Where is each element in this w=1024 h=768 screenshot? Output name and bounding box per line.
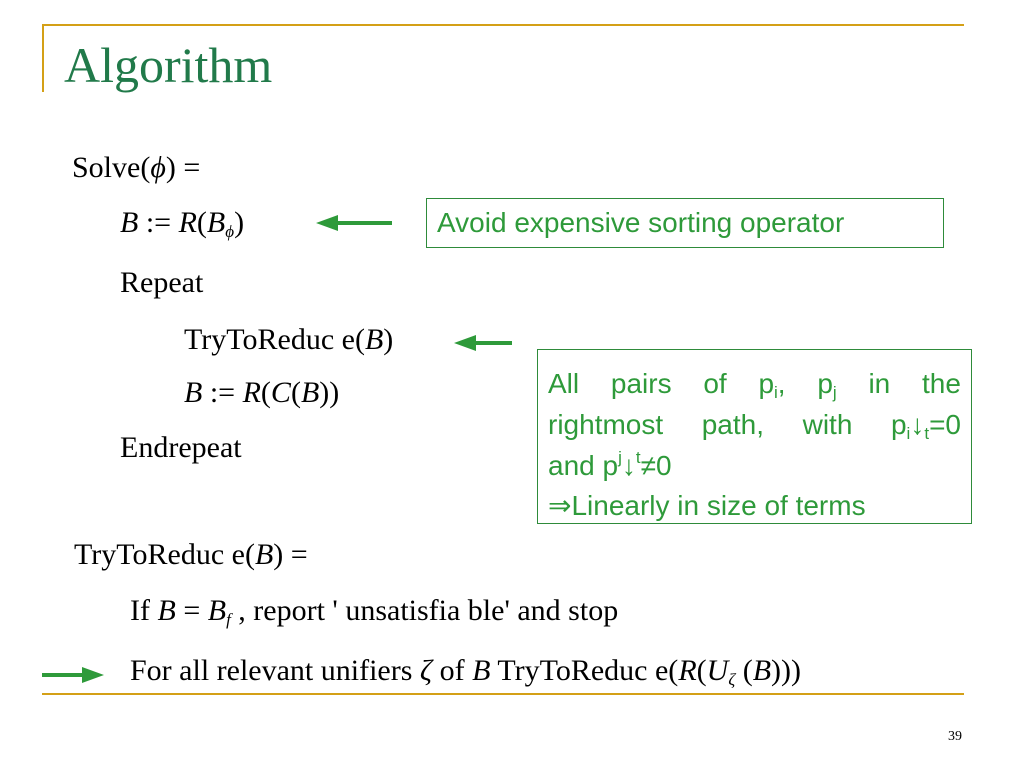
paren: (	[290, 376, 301, 409]
var-b: B	[207, 594, 227, 627]
note2-line-3	[548, 446, 961, 486]
note-word	[758, 364, 785, 405]
assign-line-2	[184, 378, 339, 408]
assign-line-1	[120, 208, 244, 240]
title-rule-top	[42, 24, 964, 26]
note-word: All	[548, 368, 580, 399]
var-b: B	[300, 376, 320, 409]
var-c: C	[270, 376, 291, 409]
try-reduce-text: TryToReduc e(	[490, 654, 679, 687]
down-arrow-icon: ↓	[910, 409, 925, 441]
note-word: Linearly in size of terms	[571, 490, 866, 521]
paren: )	[383, 323, 394, 356]
page-number: 39	[948, 729, 962, 744]
right-arrow-icon	[42, 664, 104, 686]
paren: (	[696, 654, 707, 687]
subscript-f: f	[226, 610, 231, 629]
paren: )))	[771, 654, 802, 687]
note-word: in	[868, 368, 891, 399]
paren: ) =	[273, 538, 308, 571]
var-b: B	[184, 376, 203, 409]
try-reduce-text: TryToReduc e(	[74, 538, 255, 571]
try-reduce-line	[184, 325, 393, 355]
if-line	[130, 596, 618, 628]
var-b: B	[254, 538, 274, 571]
for-text: For all relevant unifiers	[130, 654, 420, 687]
repeat-keyword: Repeat	[120, 266, 204, 299]
paren: (	[735, 654, 753, 687]
var-b: B	[157, 594, 176, 627]
for-all-line	[130, 656, 801, 688]
note2-line-2	[548, 405, 961, 446]
subscript-t: t	[635, 448, 641, 468]
assign-op: :=	[202, 376, 243, 409]
paren: (	[260, 376, 271, 409]
note-word: p	[817, 368, 833, 399]
var-u: U	[706, 654, 729, 687]
note-word: path,	[701, 409, 765, 441]
try-reduce-text: TryToReduc e(	[184, 323, 365, 356]
note-word: p	[758, 368, 775, 399]
assign-op: :=	[138, 206, 179, 239]
var-r: R	[242, 376, 261, 409]
phi-symbol: ϕ	[150, 151, 166, 184]
note-word: ,	[777, 368, 786, 399]
note-word: with	[802, 409, 853, 441]
subscript-i: i	[774, 383, 778, 402]
note-word: ≠0	[640, 450, 672, 482]
title-rule-vertical	[42, 24, 44, 92]
var-b: B	[206, 206, 226, 239]
note2-line-1	[548, 364, 961, 405]
var-b: B	[472, 654, 491, 687]
note-rightmost-path	[537, 349, 972, 524]
subscript-phi: ϕ	[225, 222, 235, 241]
note-word: of	[703, 368, 727, 399]
note-word: =0	[929, 409, 961, 441]
footer-rule	[42, 693, 964, 695]
left-arrow-icon	[316, 212, 394, 234]
down-arrow-icon: ↓	[621, 450, 636, 482]
solve-end: ) =	[165, 151, 201, 184]
slide-title: Algorithm	[64, 37, 273, 93]
note-word	[891, 405, 961, 446]
var-b: B	[364, 323, 384, 356]
if-rest: , report ' unsatisfia ble' and stop	[230, 594, 619, 627]
subscript-zeta: ζ	[728, 670, 736, 689]
subscript-i: i	[906, 424, 911, 444]
subscript-j: j	[832, 383, 837, 402]
if-keyword: If	[130, 594, 158, 627]
equals: =	[175, 594, 208, 627]
note-word: rightmost	[548, 409, 664, 441]
paren: ))	[319, 376, 340, 409]
note-word: pairs	[610, 368, 672, 399]
note-word: the	[921, 368, 961, 399]
note-avoid-sorting: Avoid expensive sorting operator	[426, 198, 944, 248]
solve-line	[72, 153, 200, 183]
paren: (	[196, 206, 207, 239]
left-arrow-icon	[454, 332, 514, 354]
paren: )	[234, 206, 245, 239]
zeta-symbol: ζ	[419, 654, 433, 687]
note2-line-4	[548, 486, 961, 526]
var-r: R	[678, 654, 697, 687]
var-r: R	[178, 206, 197, 239]
solve-text: Solve(	[72, 151, 151, 184]
note-word: p	[890, 409, 907, 441]
note-word: and p	[548, 450, 619, 482]
note-word	[817, 364, 836, 405]
of-word: of	[432, 654, 473, 687]
implies-icon: ⇒	[548, 490, 572, 521]
try-reduce-definition	[74, 540, 308, 570]
subscript-j: j	[618, 448, 622, 468]
var-b: B	[752, 654, 772, 687]
var-b: B	[120, 206, 139, 239]
endrepeat-keyword: Endrepeat	[120, 431, 242, 464]
subscript-t: t	[924, 424, 930, 444]
